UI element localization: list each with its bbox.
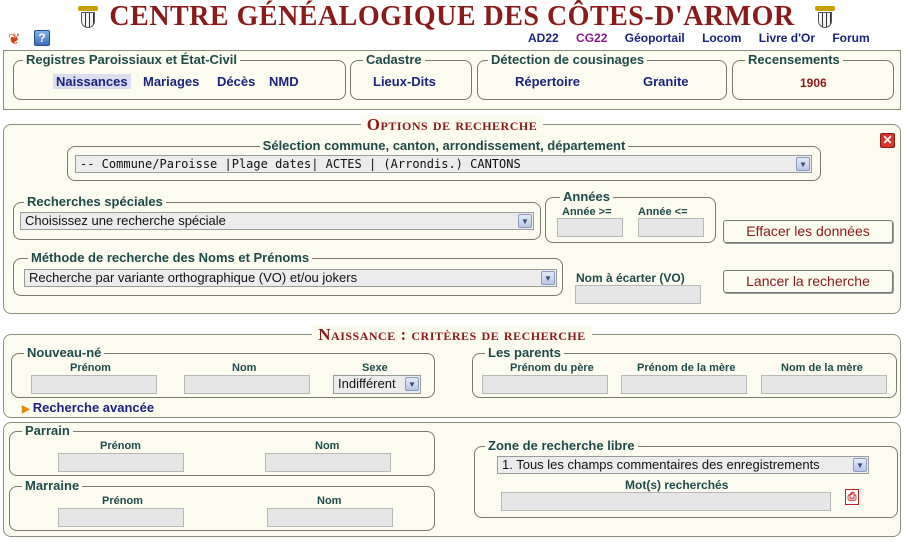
nn-prenom-label: Prénom	[70, 362, 111, 374]
link-forum[interactable]: Forum	[832, 31, 870, 45]
triangle-right-icon: ▶	[22, 404, 30, 415]
nom-ecarter-fieldset	[567, 262, 714, 312]
speciales-select-value: Choisissez une recherche spéciale	[25, 213, 226, 228]
marraine-prenom-input[interactable]	[58, 508, 184, 527]
sexe-select-value: Indifférent	[338, 376, 396, 391]
link-cg22[interactable]: CG22	[576, 31, 608, 45]
cadastre-legend: Cadastre	[363, 52, 425, 68]
chevron-down-icon: ▼	[518, 214, 532, 228]
zone-select[interactable]	[497, 456, 869, 474]
marraine-prenom-label: Prénom	[102, 495, 143, 507]
nav-naissances[interactable]: Naissances	[53, 74, 131, 89]
site-title: CENTRE GÉNÉALOGIQUE DES CÔTES-D'ARMOR	[109, 1, 795, 32]
close-icon[interactable]: ✕	[880, 133, 895, 148]
parrain-nom-input[interactable]	[265, 453, 391, 472]
nouveau-ne-fieldset	[11, 345, 435, 398]
nom-ecarter-input[interactable]	[575, 285, 701, 304]
advanced-search-label: Recherche avancée	[32, 400, 155, 415]
link-geoportail[interactable]: Géoportail	[624, 31, 685, 45]
methode-select-value: Recherche par variante orthographique (VO) et/ou jokers	[29, 270, 358, 285]
marraine-fieldset	[9, 478, 435, 531]
naissance-title: Naissance : critères de recherche	[312, 325, 592, 345]
nav-1906[interactable]: 1906	[800, 76, 827, 90]
pere-input[interactable]	[482, 375, 608, 394]
speciales-legend: Recherches spéciales	[24, 194, 166, 210]
nn-prenom-input[interactable]	[31, 375, 157, 394]
top-links	[528, 31, 870, 45]
nom-mere-label: Nom de la mère	[781, 362, 863, 374]
recensements-legend: Recensements	[745, 52, 843, 68]
nouveau-ne-legend: Nouveau-né	[24, 345, 104, 361]
recensements-fieldset	[732, 52, 894, 100]
pdf-icon[interactable]: ⎙	[845, 489, 859, 505]
annees-fieldset	[545, 189, 716, 243]
nav-granite[interactable]: Granite	[643, 74, 689, 89]
help-icon[interactable]: ?	[34, 30, 50, 46]
methode-legend: Méthode de recherche des Noms et Prénoms	[28, 250, 312, 266]
marraine-nom-label: Nom	[317, 495, 342, 507]
hermine-icon[interactable]: ❦	[8, 31, 21, 48]
parents-fieldset	[472, 345, 897, 398]
parrain-fieldset	[9, 423, 435, 476]
mots-input[interactable]	[501, 492, 831, 511]
commune-select-value: -- Commune/Paroisse |Plage dates| ACTES | (Arrondis.) CANTONS	[80, 157, 521, 171]
zone-select-value: 1. Tous les champs commentaires des enregistrements	[502, 457, 820, 472]
nn-nom-input[interactable]	[184, 375, 310, 394]
sexe-select[interactable]	[333, 375, 421, 394]
speciales-select[interactable]	[20, 212, 534, 230]
annee-min-input[interactable]	[557, 218, 623, 237]
parrain-nom-label: Nom	[315, 440, 340, 452]
link-ad22[interactable]: AD22	[528, 31, 559, 45]
nav-repertoire[interactable]: Répertoire	[515, 74, 581, 89]
marraine-nom-input[interactable]	[267, 508, 393, 527]
chevron-down-icon: ▼	[541, 271, 555, 285]
mere-label: Prénom de la mère	[637, 362, 736, 374]
link-locom[interactable]: Locom	[702, 31, 742, 45]
speciales-fieldset	[13, 194, 541, 240]
link-livre-dor[interactable]: Livre d'Or	[758, 31, 815, 45]
chevron-down-icon: ▼	[405, 377, 419, 391]
nn-sexe-label: Sexe	[362, 362, 388, 374]
chevron-down-icon: ▼	[796, 157, 810, 171]
registres-fieldset	[13, 52, 346, 100]
nav-lieux-dits[interactable]: Lieux-Dits	[373, 74, 436, 89]
annee-max-label: Année <=	[638, 206, 688, 218]
zone-legend: Zone de recherche libre	[485, 438, 638, 454]
nom-mere-input[interactable]	[761, 375, 887, 394]
cousinages-legend: Détection de cousinages	[488, 52, 647, 68]
registres-legend: Registres Paroissiaux et État-Civil	[23, 52, 240, 68]
chevron-down-icon: ▼	[853, 458, 867, 472]
annee-max-input[interactable]	[638, 218, 704, 237]
annees-legend: Années	[560, 189, 613, 205]
advanced-search-toggle[interactable]	[22, 400, 154, 415]
methode-select[interactable]	[24, 269, 557, 287]
commune-legend: Sélection commune, canton, arrondissement, département	[260, 138, 629, 154]
methode-fieldset	[13, 250, 563, 296]
nn-nom-label: Nom	[232, 362, 257, 374]
nav-mariages[interactable]: Mariages	[143, 74, 200, 89]
marraine-legend: Marraine	[22, 478, 82, 494]
annee-min-label: Année >=	[562, 206, 612, 218]
parrain-legend: Parrain	[22, 423, 73, 439]
nav-panel	[3, 50, 901, 110]
nav-nmd[interactable]: NMD	[269, 74, 299, 89]
cousinages-fieldset	[477, 52, 727, 100]
mots-label: Mot(s) recherchés	[625, 478, 729, 492]
lancer-button[interactable]: Lancer la recherche	[723, 270, 893, 293]
options-section	[3, 115, 901, 314]
commune-select[interactable]	[75, 155, 812, 173]
parents-legend: Les parents	[485, 345, 564, 361]
nav-deces[interactable]: Décès	[217, 74, 256, 89]
parrain-prenom-label: Prénom	[100, 440, 141, 452]
mere-input[interactable]	[621, 375, 747, 394]
effacer-button[interactable]: Effacer les données	[723, 220, 893, 243]
extra-section	[3, 422, 901, 537]
zone-fieldset	[474, 438, 898, 518]
nom-ecarter-label: Nom à écarter (VO)	[576, 271, 685, 285]
options-title: Options de recherche	[361, 115, 543, 135]
cadastre-fieldset	[350, 52, 472, 100]
pere-label: Prénom du père	[510, 362, 594, 374]
commune-fieldset	[67, 138, 821, 181]
parrain-prenom-input[interactable]	[58, 453, 184, 472]
